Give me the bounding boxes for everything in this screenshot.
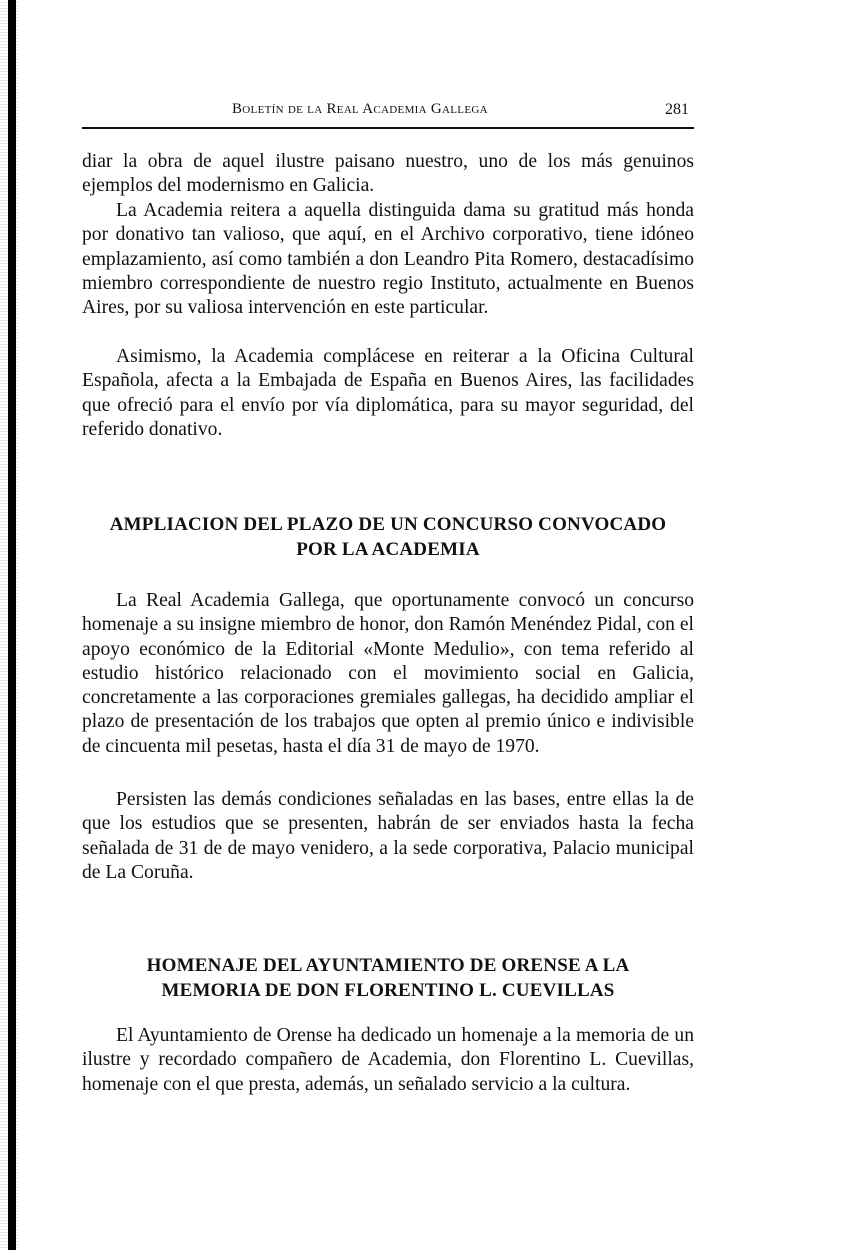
running-head: [82, 101, 694, 125]
paragraph-homenaje: El Ayuntamiento de Orense ha dedicado un homenaje a la memoria de un ilustre y recordado compañero de Academia, don Florentino L. Cuevillas, homenaje con el que presta, además, un señalado servicio a la cultura.: [82, 1025, 694, 1095]
heading-line: HOMENAJE DEL AYUNTAMIENTO DE ORENSE A LA: [146, 955, 630, 976]
heading-line: POR LA ACADEMIA: [296, 539, 480, 560]
header-rule: [82, 127, 694, 129]
section-heading-homenaje: [82, 953, 694, 1003]
heading-line: AMPLIACION DEL PLAZO DE UN CONCURSO CONVOCADO: [109, 514, 667, 535]
paragraph-concurso: La Real Academia Gallega, que oportunamente convocó un concurso homenaje a su insigne miembro de honor, don Ramón Menéndez Pidal, con el apoyo económico de la Editorial «Monte Medulio», con tema referido al estudio histórico relacionado con el movimiento social en Galicia, concretamente a las corporaciones gremiales gallegas, ha decidido ampliar el plazo de presentación de los trabajos que opten al premio único e indivisible de cincuenta mil pesetas, hasta el día 31 de mayo de 1970.: [82, 590, 694, 757]
page-number: 281: [665, 101, 689, 118]
heading-line: MEMORIA DE DON FLORENTINO L. CUEVILLAS: [161, 980, 615, 1001]
running-title: Boletín de la Real Academia Gallega: [232, 101, 488, 117]
scan-binding-edge: [8, 0, 16, 1250]
paragraph-gratitude: La Academia reitera a aquella distinguida dama su gratitud más honda por donativo tan valioso, que aquí, en el Archivo corporativo, tiene idóneo emplazamiento, así como también a don Leandro Pita Romero, destacadísimo miembro correspondiente de nuestro regio Instituto, actualmente en Buenos Aires, por su valiosa intervención en este particular.: [82, 200, 694, 319]
paragraph-condiciones: Persisten las demás condiciones señaladas en las bases, entre ellas la de que los estudios que se presenten, habrán de ser enviados hasta la fecha señalada de 31 de de mayo venidero, a la sede corporativa, Palacio municipal de La Coruña.: [82, 789, 694, 883]
paragraph-oficina-cultural: Asimismo, la Academia complácese en reiterar a la Oficina Cultural Española, afecta a la Embajada de España en Buenos Aires, las facilidades que ofreció para el envío por vía diplomática, para su mayor seguridad, del referido donativo.: [82, 346, 694, 440]
section-heading-ampliacion: [82, 512, 694, 562]
paragraph-continued: diar la obra de aquel ilustre paisano nuestro, uno de los más genuinos ejemplos del modernismo en Galicia.: [82, 151, 694, 197]
